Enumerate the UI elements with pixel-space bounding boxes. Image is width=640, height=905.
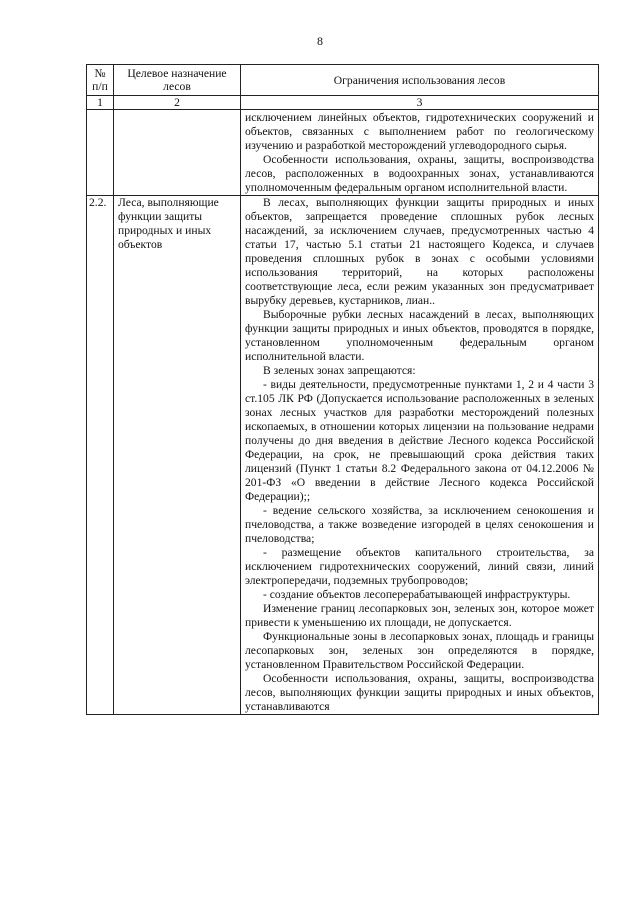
restriction-list-item: - размещение объектов капитального строительства, за исключением гидротехнических сооружений, линий связи, линий электропередачи, подземных трубопроводов; <box>245 546 594 587</box>
column-number-row <box>87 96 599 110</box>
restriction-paragraph: Особенности использования, охраны, защиты, воспроизводства лесов, выполняющих функции защиты природных и иных объектов, устанавливаются <box>245 672 594 713</box>
restriction-paragraph: В лесах, выполняющих функции защиты природных и иных объектов, запрещается проведение сплошных рубок лесных насаждений, за исключением случаев, предусмотренных частью 4 статьи 17, частью 5.1 статьи 21 настоящего Кодекса, и случаев проведения сплошных рубок в зонах с особыми условиями использования территорий, на которых расположены соответствующие леса, если режим указанных зон предусматривает вырубку деревьев, кустарников, лиан.. <box>245 196 594 307</box>
header-restrictions: Ограничения использования лесов <box>241 65 599 96</box>
restrictions-cell <box>241 110 599 196</box>
column-number: 1 <box>87 96 114 110</box>
restriction-paragraph: Функциональные зоны в лесопарковых зонах, площадь и границы лесопарковых зон, зеленых зон определяются в порядке, установленном Правительством Российской Федерации. <box>245 630 594 671</box>
table-row <box>87 110 599 196</box>
restriction-paragraph: Изменение границ лесопарковых зон, зеленых зон, которое может привести к уменьшению их площади, не допускается. <box>245 602 594 629</box>
restriction-paragraph: Особенности использования, охраны, защиты, воспроизводства лесов, расположенных в водоохранных зонах, устанавливаются уполномоченным федеральным органом исполнительной власти. <box>245 153 594 194</box>
header-purpose: Целевое назначение лесов <box>114 65 241 96</box>
restriction-paragraph: В зеленых зонах запрещаются: <box>263 364 416 377</box>
restrictions-cell <box>241 196 599 715</box>
restriction-list-item: - создание объектов лесоперерабатывающей инфраструктуры. <box>263 588 571 601</box>
restriction-paragraph: Выборочные рубки лесных насаждений в лесах, выполняющих функции защиты природных и иных объектов, проводятся в порядке, установленном уполномоченным федеральным органом исполнительной власти. <box>245 308 594 363</box>
column-number: 2 <box>114 96 241 110</box>
table-header-row <box>87 65 599 96</box>
row-number: 2.2. <box>87 196 114 715</box>
forest-restrictions-table <box>86 64 599 715</box>
purpose-cell <box>114 110 241 196</box>
table-row <box>87 196 599 715</box>
restriction-list-item: - ведение сельского хозяйства, за исключением сенокошения и пчеловодства, а также возведение изгородей в целях сенокошения и пчеловодства; <box>245 504 594 545</box>
row-number-cell <box>87 110 114 196</box>
restriction-list-item: - виды деятельности, предусмотренные пунктами 1, 2 и 4 части 3 ст.105 ЛК РФ (Допускается использование расположенных в зеленых зонах лесных участков для разработки месторождений полезных ископаемых, в отношении которых лицензии на пользование недрами получены до дня введения в действие Лесного кодекса Российской Федерации, на срок, не превышающий срока действия таких лицензий (Пункт 1 статьи 8.2 Федерального закона от 04.12.2006 № 201-ФЗ «О введении в действие Лесного кодекса Российской Федерации);; <box>245 378 594 503</box>
column-number: 3 <box>241 96 599 110</box>
header-number: № п/п <box>87 65 114 96</box>
forest-purpose: Леса, выполняющие функции защиты природных и иных объектов <box>114 196 241 715</box>
restriction-paragraph: исключением линейных объектов, гидротехнических сооружений и объектов, связанных с выполнением работ по геологическому изучению и разработкой месторождений углеводородного сырья. <box>245 111 594 152</box>
page-number: 8 <box>317 34 323 48</box>
